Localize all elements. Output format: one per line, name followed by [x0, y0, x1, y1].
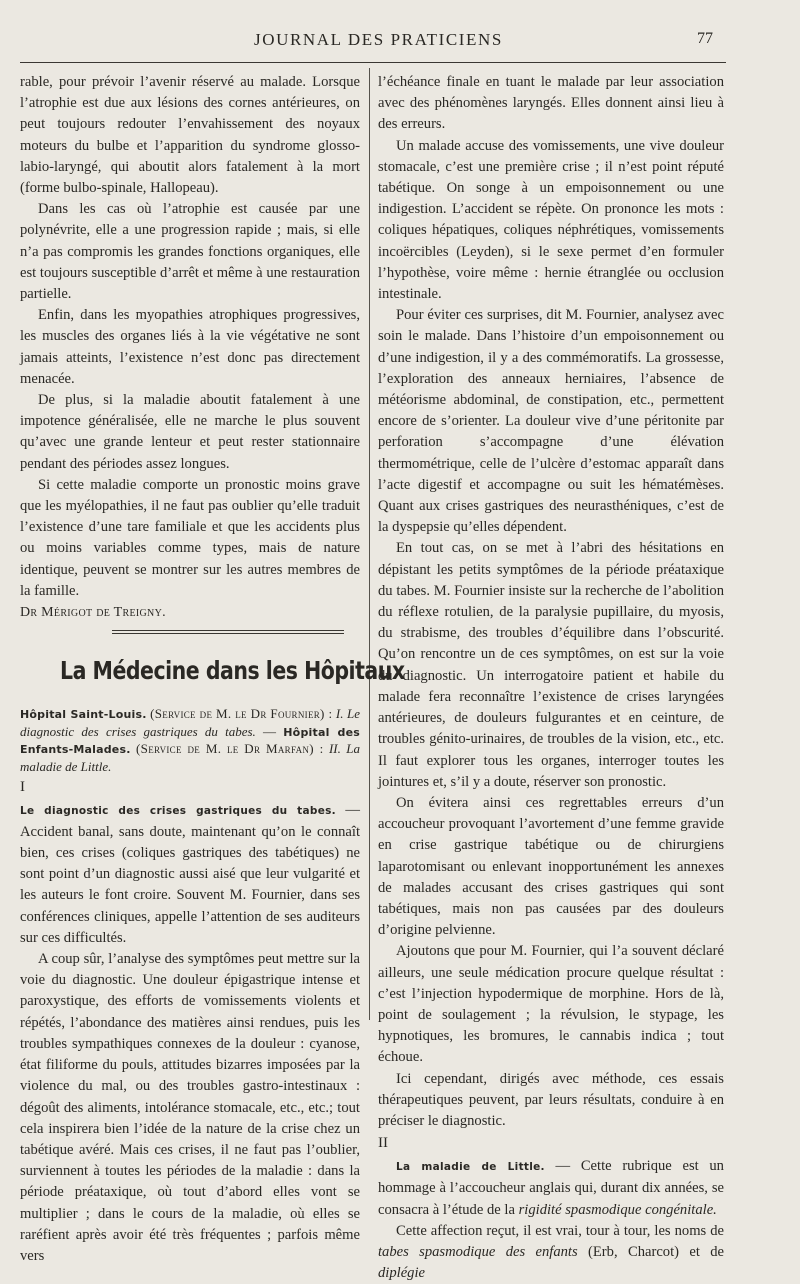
- lead-heading: La maladie de Little.: [396, 1161, 545, 1174]
- dash: —: [555, 1158, 571, 1175]
- paragraph: l’échéance finale en tuant le malade par leur association avec des phénomènes laryngés. Elles donnent ainsi lieu à des erreurs.: [378, 74, 724, 133]
- topic-title: II. La maladie de Little.: [20, 741, 361, 775]
- paragraph-text: (Erb, Charcot) et de: [588, 1243, 725, 1260]
- paragraph: Dans les cas où l’atrophie est causée par une polynévrite, elle a une progression rapide ; mais, si elle n’a pas compromis les grandes fonctions organiques, elle est toujours susceptible d’arrêt et même à une restauration partielle.: [20, 201, 360, 303]
- left-column: [20, 72, 405, 1267]
- double-rule-divider: [112, 630, 344, 634]
- section-heading: La Médecine dans les Hôpitaux: [60, 656, 405, 686]
- header-rule: [20, 62, 726, 63]
- topic-title: I. Le diagnostic des crises gastriques du tabes.: [20, 706, 360, 739]
- paragraph: On évitera ainsi ces regrettables erreurs d’un accoucheur provoquant l’avortement d’une femme gravide en crise gastrique tabétique ou de chirurgiens laparotomisant ou enlevant inopportunément les annexes de malades accusant des crises gastriques qui sont tabétiques, mais non pas causées par des douleurs d’origine pelvienne.: [378, 794, 724, 939]
- italic-term: diplégie: [378, 1265, 426, 1282]
- journal-title: JOURNAL DES PRATICIENS: [254, 30, 503, 49]
- italic-term: tabes spasmodique des enfants: [378, 1243, 578, 1260]
- right-column: [378, 72, 724, 1284]
- paragraph: A coup sûr, l’analyse des symptômes peut mettre sur la voie du diagnostic. Une douleur épigastrique intense et paroxystique, des efforts de vomissements violents et répétés, l’abondance des matières ainsi rendues, puis les troubles sympathiques connexes de la douleur : cyanose, état filiforme du pouls, attitudes bizarres imposées par la violence du mal, ou des troubles gastro-intestinaux : dégoût des aliments, intolérance stomacale, etc., etc.; tout cela inspirera bien l’idée de la nature de la crise chez un tabétique avéré. Mais ces crises, il ne faut pas l’oublier, surviennent à toutes les périodes de la maladie : dans la période préataxique, où tout d’abord elles vont se multiplier ; dans le cours de la maladie, où elles se raréfient après avoir été très fréquentes ; parfois même vers: [20, 951, 360, 1264]
- page-number: 77: [697, 30, 713, 47]
- hospital-name: Hôpital des Enfants-Malades.: [20, 725, 361, 757]
- roman-numeral: II: [378, 1135, 388, 1152]
- lead-paragraph: [20, 800, 360, 949]
- paragraph-text: Cette affection reçut, il est vrai, tour à tour, les noms de: [396, 1222, 724, 1239]
- paragraph-text: Cette rubrique est un hommage à l’accoucheur anglais qui, durant dix années, se consacra à l’étude de la: [378, 1158, 724, 1218]
- dash: —: [263, 723, 277, 739]
- divider-line: [112, 633, 344, 634]
- hospital-name: Hôpital Saint-Louis.: [20, 708, 147, 722]
- paragraph: De plus, si la maladie aboutit fatalement à une impotence généralisée, elle ne marche le plus souvent qu’avec une grande lenteur et peut rester stationnaire pendant des périodes assez longues.: [20, 392, 360, 472]
- column-divider: [369, 68, 370, 1020]
- paragraph: En tout cas, on se met à l’abri des hésitations en dépistant les petits symptômes de la période préataxique du tabes. M. Fournier insiste sur la recherche de l’abolition du réflexe rotulien, de la paralysie pupillaire, du myosis, du strabisme, des troubles d’équilibre dans l’obscurité. Qu’on rencontre un de ces symptômes, on est sur la voie du diagnostic. Un interrogatoire patient et habile du malade fera reconnaître l’existence de crises laryngées antérieures, de douleurs fulgurantes et en ceinture, de troubles génito-urinaires, de troubles de la vision, etc., etc. Il faut explorer tous les organes, interroger toutes les jointures et, s’il y a doute, réserver son pronostic.: [378, 540, 724, 790]
- hospital-services-summary: [20, 706, 360, 775]
- paragraph: [378, 1221, 724, 1284]
- italic-term: rigidité spasmodique congénitale.: [518, 1201, 717, 1218]
- lead-heading: Le diagnostic des crises gastriques du tabes.: [20, 804, 336, 817]
- running-head: [0, 30, 800, 54]
- service-attribution: (Service de M. le Dr Marfan) :: [136, 741, 324, 757]
- paragraph: Ajoutons que pour M. Fournier, qui l’a souvent déclaré ailleurs, une seule médication procure quelque résultat : c’est l’injection hypodermique de morphine. Hors de là, point de soulagement ; la révulsion, le stypage, les hypnotiques, les bromures, le cannabis indica ; tout échoue.: [378, 943, 724, 1066]
- service-attribution: (Service de M. le Dr Fournier) :: [150, 706, 333, 722]
- paragraph: Un malade accuse des vomissements, une vive douleur stomacale, c’est une première crise ; il n’est point réputé tabétique. On songe à un empoisonnement ou une indigestion. L’accident se répète. On prononce les mots : coliques hépatiques, coliques néphrétiques, vomissements incoërcibles (Leyden), si le sexe permet d’en formuler l’hypothèse, voire même : hernie étranglée ou occlusion intestinale.: [378, 137, 724, 303]
- paragraph: Enfin, dans les myopathies atrophiques progressives, les muscles des organes liés à la vie végétative ne sont jamais atteints, l’existence n’est donc pas directement menacée.: [20, 307, 360, 387]
- paragraph: Ici cependant, dirigés avec méthode, ces essais thérapeutiques peuvent, par leurs résultats, conduire à en préciser le diagnostic.: [378, 1070, 724, 1129]
- paragraph: Si cette maladie comporte un pronostic moins grave que les myélopathies, il ne faut pas oublier qu’elle traduit l’existence d’une tare familiale et que les accidents plus ou moins variables comme types, mais de nature identique, peuvent se montrer sur les autres membres de la famille.: [20, 476, 360, 599]
- dash: —: [345, 801, 360, 818]
- author-signature: Dr Mérigot de Treigny.: [20, 605, 166, 621]
- paragraph-text: Accident banal, sans doute, maintenant qu’on le connaît bien, ces crises (coliques gastriques des tabétiques) ne sont point d’un diagnostic aussi aisé que leur vulgarité et les auteurs le font croire. Souvent M. Fournier, dans ses conférences cliniques, appelle l’attention de ses auditeurs sur ces difficultés.: [20, 823, 360, 946]
- paragraph: Pour éviter ces surprises, dit M. Fournier, analysez avec soin le malade. Dans l’histoire d’un empoisonnement ou d’une indigestion, il y a des commémoratifs. La grossesse, l’exploration des anneaux herniaires, l’absence de météorisme abdominal, de constipation, etc., permettent encore de s’orienter. La douleur vive d’une péritonite par perforation s’accompagne d’une élévation thermométrique, celle de l’ulcère d’estomac apparaît dans l’acte digestif et accompagne ou suit les hématémèses. Quant aux crises gastriques des neurasthéniques, c’est de la dyspepsie qu’elles dépendent.: [378, 307, 724, 536]
- roman-numeral: I: [20, 778, 25, 795]
- lead-paragraph: [378, 1156, 724, 1221]
- paragraph: rable, pour prévoir l’avenir réservé au malade. Lorsque l’atrophie est due aux lésions des cornes antérieures, on peut toujours redouter l’envahissement des noyaux moteurs du bulbe et l’apparition du syndrome glosso-labio-laryngé, qui aboutit alors fatalement à la mort (forme bulbo-spinale, Hallopeau).: [20, 74, 360, 197]
- divider-line: [112, 630, 344, 631]
